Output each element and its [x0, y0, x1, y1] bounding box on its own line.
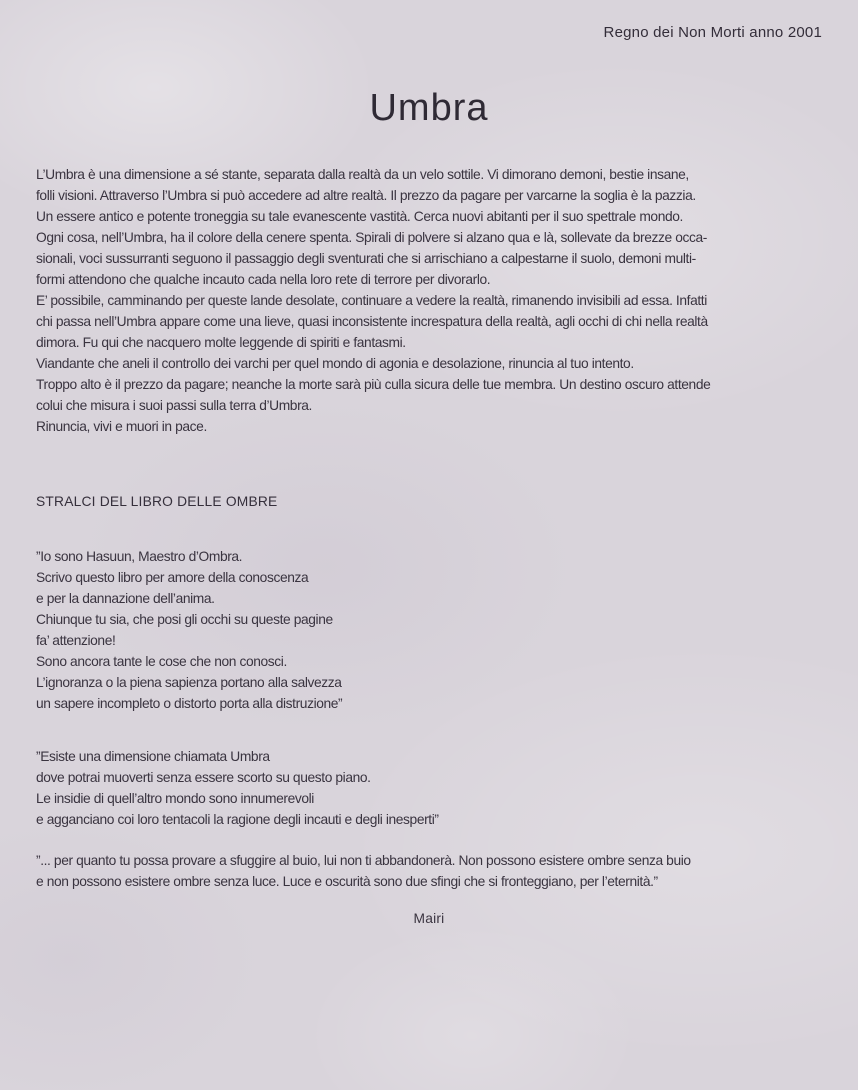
signature: Mairi — [413, 911, 445, 926]
section-heading: STRALCI DEL LIBRO DELLE OMBRE — [36, 494, 278, 509]
book-of-shadows-excerpt-1: ”Io sono Hasuun, Maestro d’Ombra. Scrivo questo libro per amore della conoscenza e per la dannazione dell’anima. Chiunque tu sia, che posi gli occhi su queste pagine fa’ attenzione! Sono ancora tante le cose che non conosci. L’ignoranza o la piena sapienza portano alla salvezza un sapere incompleto o distorto porta alla distruzione” — [36, 549, 343, 711]
intro-paragraph: L’Umbra è una dimensione a sé stante, separata dalla realtà da un velo sottile. Vi dimorano demoni, bestie insane, folli visioni. Attraverso l’Umbra si può accedere ad altre realtà. Il prezzo da pagare per varcarne la soglia è la pazzia. Un essere antico e potente troneggia su tale evanescente vastità. Cerca nuovi abitanti per il suo spettrale mondo. Ogni cosa, nell’Umbra, ha il colore della cenere spenta. Spirali di polvere si alzano qua e là, sollevate da brezze occa- sionali, voci sussurranti seguono il passaggio degli sventurati che si arrischiano a calpestarne il suolo, demoni multi- formi attendono che qualche incauto cada nella loro rete di terrore per divorarlo. E’ possibile, camminando per queste lande desolate, continuare a vedere la realtà, rimanendo invisibili ad essa. Infatti chi passa nell’Umbra appare come una lieve, quasi inconsistente increspatura della realtà, agli occhi di chi nella realtà dimora. Fu qui che nacquero molte leggende di spiriti e fantasmi. Viandante che aneli il controllo dei varchi per quel mondo di agonia e desolazione, rinuncia al tuo intento. Troppo alto è il prezzo da pagare; neanche la morte sarà più culla sicura delle tue membra. Un destino oscuro attende colui che misura i suoi passi sulla terra d’Umbra. Rinuncia, vivi e muori in pace. — [36, 167, 711, 434]
closing-quote: ”... per quanto tu possa provare a sfuggire al buio, lui non ti abbandonerà. Non possono esistere ombre senza buio e non possono esistere ombre senza luce. Luce e oscurità sono due sfingi che si fronteggiano, per l’eternità.” — [36, 853, 691, 889]
page-title: Umbra — [369, 87, 489, 129]
book-of-shadows-excerpt-2: ”Esiste una dimensione chiamata Umbra dove potrai muoverti senza essere scorto su questo piano. Le insidie di quell’altro mondo sono innumerevoli e agganciano coi loro tentacoli la ragione degli incauti e degli inesperti” — [36, 749, 439, 827]
document-header: Regno dei Non Morti anno 2001 — [603, 24, 822, 41]
